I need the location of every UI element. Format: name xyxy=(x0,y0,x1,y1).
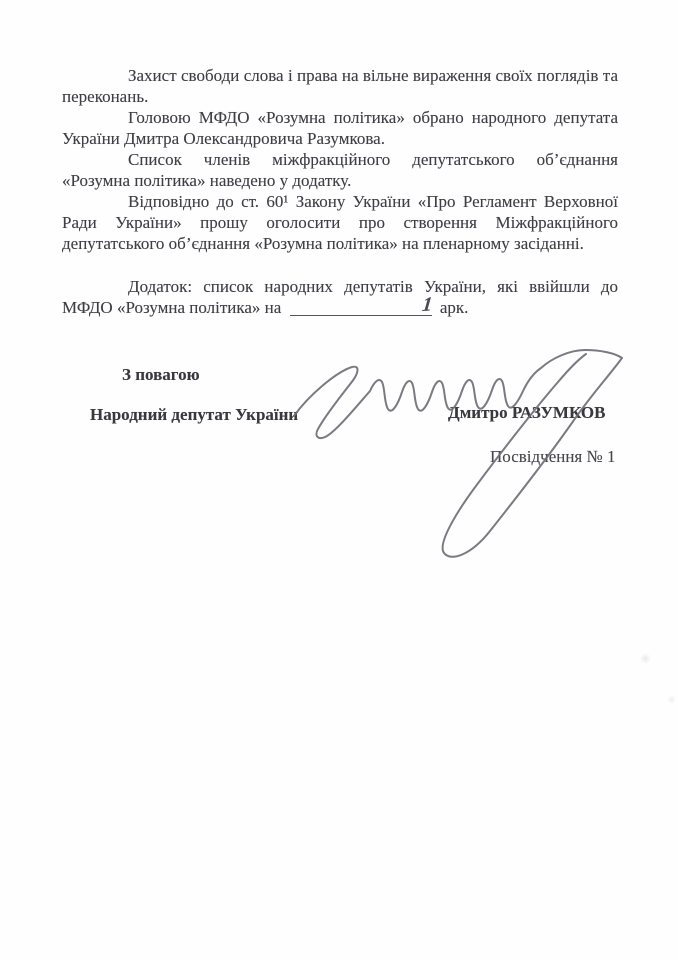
credential-number: Посвідчення № 1 xyxy=(490,447,616,466)
signer-title: Народний депутат України xyxy=(90,405,299,424)
paragraph-regulation-request: Відповідно до ст. 60¹ Закону України «Про Регламент Верховної Ради України» прошу оголосити про створення Міжфракційного депутатського об’єднання «Розумна політика» на пленарному засіданні. xyxy=(62,192,618,253)
paragraph-chairman-elected: Головою МФДО «Розумна політика» обрано народного депутата України Дмитра Олександровича Разумкова. xyxy=(62,108,618,148)
signature-icon xyxy=(283,336,643,581)
scan-smudge xyxy=(667,695,676,704)
paragraph-free-speech: Захист свободи слова і права на вільне вираження своїх поглядів та переконань. xyxy=(62,66,618,106)
paragraph-members-list: Список членів міжфракційного депутатського об’єднання «Розумна політика» наведено у додатку. xyxy=(62,150,618,190)
letter-body xyxy=(62,65,618,318)
scan-smudge xyxy=(640,653,651,664)
attachment-text-suffix: арк. xyxy=(439,298,469,317)
signer-name: Дмитро РАЗУМКОВ xyxy=(448,403,606,422)
closing-regards: З повагою xyxy=(122,365,200,384)
attachment-note xyxy=(62,276,618,318)
attachment-text-prefix: Додаток: список народних депутатів України, які ввійшли до МФДО «Розумна політика» на xyxy=(62,277,618,317)
handwritten-digit: 1 xyxy=(420,293,434,317)
handwritten-sheet-count xyxy=(290,293,434,317)
